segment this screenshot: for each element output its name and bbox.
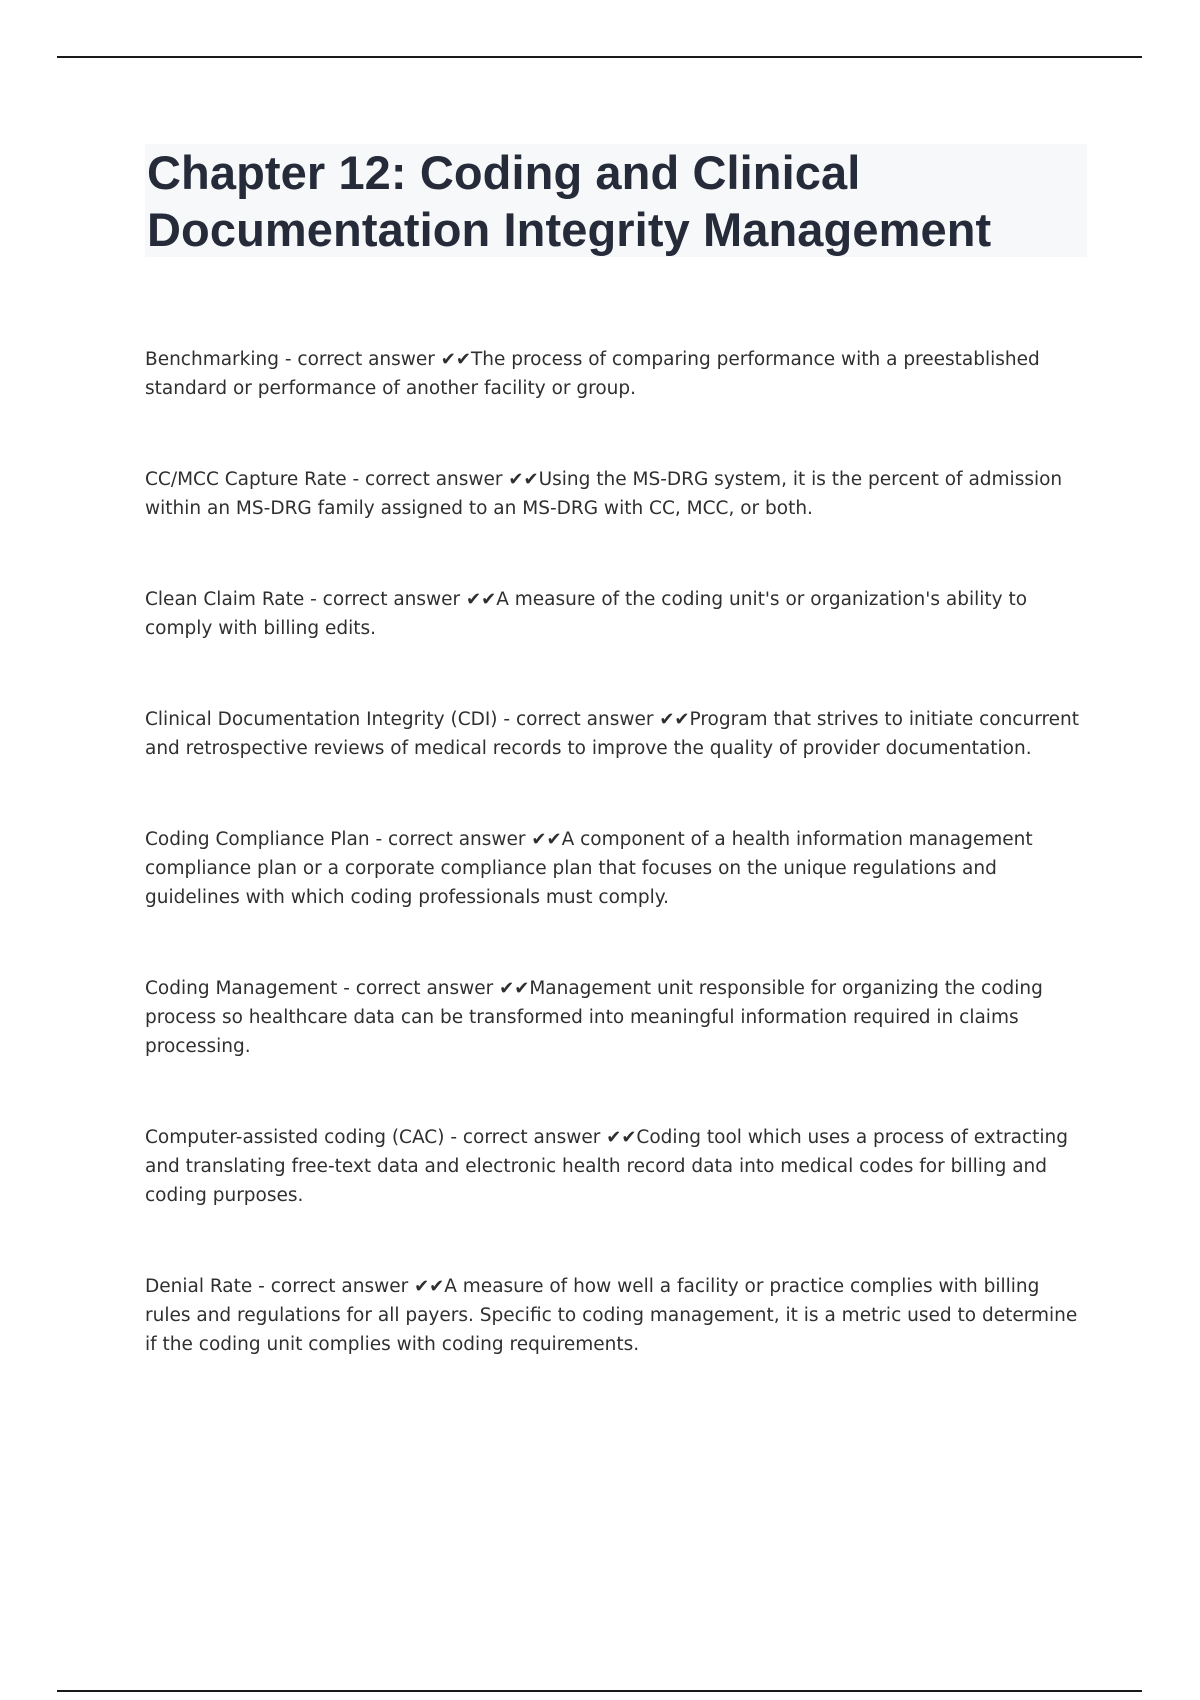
check-icon: ✔✔ xyxy=(440,349,471,370)
bottom-rule xyxy=(57,1690,1142,1692)
glossary-entry xyxy=(145,974,1090,1061)
glossary-entry xyxy=(145,825,1090,912)
entry-definition: Program that strives to initiate concurrent and retrospective reviews of medical records to improve the quality of provider documentation. xyxy=(145,709,1080,759)
page-title: Chapter 12: Coding and Clinical Documentation Integrity Management xyxy=(147,146,992,256)
answer-label: - correct answer xyxy=(497,709,660,730)
check-icon: ✔✔ xyxy=(659,709,690,730)
entry-term: Benchmarking xyxy=(145,349,279,370)
glossary-entry xyxy=(145,705,1090,763)
entry-definition: A measure of how well a facility or practice complies with billing rules and regulations for all payers. Specific to coding management, it is a metric used to determine if the coding unit complies with coding requirements. xyxy=(145,1276,1078,1355)
check-icon: ✔✔ xyxy=(466,589,497,610)
entry-definition: The process of comparing performance with a preestablished standard or performance of another facility or group. xyxy=(145,349,1040,399)
check-icon: ✔✔ xyxy=(414,1276,445,1297)
entry-definition: Management unit responsible for organizing the coding process so healthcare data can be transformed into meaningful information required in claims processing. xyxy=(145,978,1043,1057)
entry-definition: A component of a health information management compliance plan or a corporate compliance plan that focuses on the unique regulations and guidelines with which coding professionals must comply. xyxy=(145,829,1033,908)
check-icon: ✔✔ xyxy=(531,829,562,850)
entry-definition: Coding tool which uses a process of extracting and translating free-text data and electronic health record data into medical codes for billing and coding purposes. xyxy=(145,1127,1068,1206)
check-icon: ✔✔ xyxy=(606,1127,637,1148)
title-block xyxy=(145,144,1087,257)
glossary-entry xyxy=(145,585,1090,643)
answer-label: - correct answer xyxy=(304,589,467,610)
glossary-entry xyxy=(145,465,1090,523)
answer-label: - correct answer xyxy=(252,1276,415,1297)
glossary-entry xyxy=(145,1123,1090,1210)
entry-term: Computer-assisted coding (CAC) xyxy=(145,1127,445,1148)
top-rule xyxy=(57,56,1142,58)
entry-term: Clean Claim Rate xyxy=(145,589,305,610)
entry-term: CC/MCC Capture Rate xyxy=(145,469,347,490)
answer-label: - correct answer xyxy=(369,829,532,850)
answer-label: - correct answer xyxy=(278,349,441,370)
entry-definition: Using the MS-DRG system, it is the percent of admission within an MS-DRG family assigned to an MS-DRG with CC, MCC, or both. xyxy=(145,469,1063,519)
answer-label: - correct answer xyxy=(337,978,500,999)
answer-label: - correct answer xyxy=(346,469,509,490)
entry-term: Coding Management xyxy=(145,978,338,999)
entry-term: Coding Compliance Plan xyxy=(145,829,370,850)
entry-definition: A measure of the coding unit's or organization's ability to comply with billing edits. xyxy=(145,589,1028,639)
entry-term: Clinical Documentation Integrity (CDI) xyxy=(145,709,498,730)
answer-label: - correct answer xyxy=(444,1127,607,1148)
check-icon: ✔✔ xyxy=(499,978,530,999)
entry-term: Denial Rate xyxy=(145,1276,253,1297)
check-icon: ✔✔ xyxy=(508,469,539,490)
glossary-entry xyxy=(145,1272,1090,1359)
glossary-entry xyxy=(145,345,1090,403)
glossary-list xyxy=(145,345,1090,1359)
